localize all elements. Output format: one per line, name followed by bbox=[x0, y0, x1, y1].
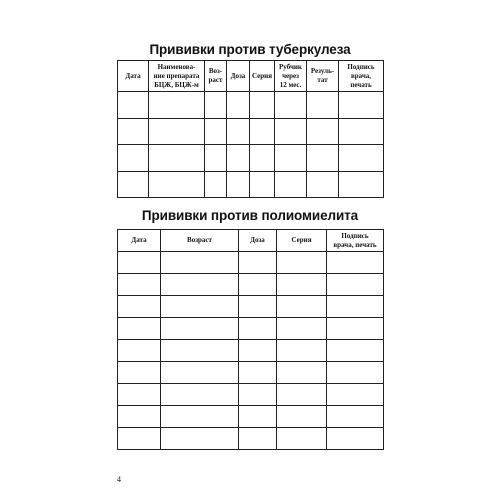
column-header-age: Воз- раст bbox=[205, 61, 227, 92]
table-cell[interactable] bbox=[118, 296, 161, 318]
table-cell[interactable] bbox=[118, 362, 161, 384]
table-cell[interactable] bbox=[239, 406, 277, 428]
table-cell[interactable] bbox=[118, 145, 149, 172]
table-cell[interactable] bbox=[277, 384, 327, 406]
polio-section-title: Прививки против полиомиелита bbox=[141, 208, 359, 223]
table-cell[interactable] bbox=[277, 428, 327, 450]
table-cell[interactable] bbox=[250, 145, 275, 172]
table-cell[interactable] bbox=[149, 145, 205, 172]
table-cell[interactable] bbox=[339, 92, 384, 119]
table-row bbox=[118, 428, 384, 450]
table-cell[interactable] bbox=[205, 171, 227, 198]
table-cell[interactable] bbox=[239, 274, 277, 296]
table-cell[interactable] bbox=[118, 428, 161, 450]
table-cell[interactable] bbox=[161, 252, 239, 274]
table-cell[interactable] bbox=[327, 362, 384, 384]
table-cell[interactable] bbox=[161, 428, 239, 450]
table-cell[interactable] bbox=[239, 362, 277, 384]
table-cell[interactable] bbox=[118, 171, 149, 198]
table-cell[interactable] bbox=[327, 406, 384, 428]
table-cell[interactable] bbox=[250, 171, 275, 198]
table-cell[interactable] bbox=[161, 340, 239, 362]
table-row bbox=[118, 406, 384, 428]
table-body bbox=[118, 92, 384, 198]
table-cell[interactable] bbox=[205, 92, 227, 119]
table-row bbox=[118, 340, 384, 362]
table-header-row bbox=[118, 230, 384, 252]
table-cell[interactable] bbox=[307, 118, 339, 145]
table-row bbox=[118, 384, 384, 406]
table-cell[interactable] bbox=[277, 296, 327, 318]
table-cell[interactable] bbox=[339, 171, 384, 198]
page-number: 4 bbox=[117, 475, 121, 484]
table-cell[interactable] bbox=[239, 384, 277, 406]
table-cell[interactable] bbox=[275, 145, 307, 172]
table-cell[interactable] bbox=[227, 118, 250, 145]
table-cell[interactable] bbox=[277, 340, 327, 362]
table-cell[interactable] bbox=[239, 318, 277, 340]
table-row bbox=[118, 296, 384, 318]
table-cell[interactable] bbox=[327, 252, 384, 274]
table-cell[interactable] bbox=[118, 406, 161, 428]
table-cell[interactable] bbox=[275, 118, 307, 145]
table-cell[interactable] bbox=[118, 318, 161, 340]
column-header-result: Резуль- тат bbox=[307, 61, 339, 92]
table-cell[interactable] bbox=[327, 384, 384, 406]
tuberculosis-vaccination-table bbox=[117, 60, 384, 198]
table-cell[interactable] bbox=[307, 145, 339, 172]
table-cell[interactable] bbox=[339, 118, 384, 145]
table-header-row bbox=[118, 61, 384, 92]
column-header-date: Дата bbox=[118, 230, 161, 252]
column-header-date: Дата bbox=[118, 61, 149, 92]
table-cell[interactable] bbox=[227, 145, 250, 172]
column-header-vaccine-name: Наименова- ние препарата БЦЖ, БЦЖ-м bbox=[149, 61, 205, 92]
table-cell[interactable] bbox=[250, 118, 275, 145]
table-cell[interactable] bbox=[277, 406, 327, 428]
table-cell[interactable] bbox=[118, 384, 161, 406]
table-cell[interactable] bbox=[239, 340, 277, 362]
table-row bbox=[118, 118, 384, 145]
table-cell[interactable] bbox=[161, 362, 239, 384]
table-row bbox=[118, 171, 384, 198]
table-cell[interactable] bbox=[327, 340, 384, 362]
table-cell[interactable] bbox=[327, 318, 384, 340]
table-cell[interactable] bbox=[161, 274, 239, 296]
table-cell[interactable] bbox=[118, 252, 161, 274]
table-cell[interactable] bbox=[239, 428, 277, 450]
table-cell[interactable] bbox=[327, 274, 384, 296]
table-cell[interactable] bbox=[149, 171, 205, 198]
table-cell[interactable] bbox=[277, 274, 327, 296]
table-row bbox=[118, 318, 384, 340]
table-cell[interactable] bbox=[161, 296, 239, 318]
table-cell[interactable] bbox=[161, 318, 239, 340]
table-cell[interactable] bbox=[118, 274, 161, 296]
column-header-signature: Подпись врача, печать bbox=[339, 61, 384, 92]
table-body bbox=[118, 252, 384, 450]
table-cell[interactable] bbox=[275, 92, 307, 119]
table-cell[interactable] bbox=[307, 171, 339, 198]
table-cell[interactable] bbox=[227, 171, 250, 198]
table-row bbox=[118, 274, 384, 296]
column-header-dose: Доза bbox=[239, 230, 277, 252]
table-cell[interactable] bbox=[161, 406, 239, 428]
table-cell[interactable] bbox=[118, 92, 149, 119]
table-cell[interactable] bbox=[149, 118, 205, 145]
table-cell[interactable] bbox=[339, 145, 384, 172]
table-row bbox=[118, 362, 384, 384]
column-header-age: Возраст bbox=[161, 230, 239, 252]
table-cell[interactable] bbox=[149, 92, 205, 119]
table-cell[interactable] bbox=[275, 171, 307, 198]
column-header-series: Серия bbox=[250, 61, 275, 92]
table-cell[interactable] bbox=[118, 340, 161, 362]
table-row bbox=[118, 92, 384, 119]
column-header-series: Серия bbox=[277, 230, 327, 252]
column-header-dose: Доза bbox=[227, 61, 250, 92]
column-header-signature: Подпись врача, печать bbox=[327, 230, 384, 252]
table-cell[interactable] bbox=[327, 296, 384, 318]
table-cell[interactable] bbox=[327, 428, 384, 450]
table-cell[interactable] bbox=[161, 384, 239, 406]
table-cell[interactable] bbox=[277, 252, 327, 274]
table-row bbox=[118, 252, 384, 274]
table-cell[interactable] bbox=[239, 252, 277, 274]
table-cell[interactable] bbox=[277, 362, 327, 384]
polio-vaccination-table bbox=[117, 229, 384, 450]
table-cell[interactable] bbox=[118, 118, 149, 145]
tuberculosis-section-title: Прививки против туберкулеза bbox=[149, 42, 351, 57]
table-cell[interactable] bbox=[277, 318, 327, 340]
table-cell[interactable] bbox=[239, 296, 277, 318]
table-cell[interactable] bbox=[205, 118, 227, 145]
table-cell[interactable] bbox=[307, 92, 339, 119]
column-header-scar: Рубчик через 12 мес. bbox=[275, 61, 307, 92]
table-cell[interactable] bbox=[227, 92, 250, 119]
table-cell[interactable] bbox=[250, 92, 275, 119]
table-cell[interactable] bbox=[205, 145, 227, 172]
table-row bbox=[118, 145, 384, 172]
